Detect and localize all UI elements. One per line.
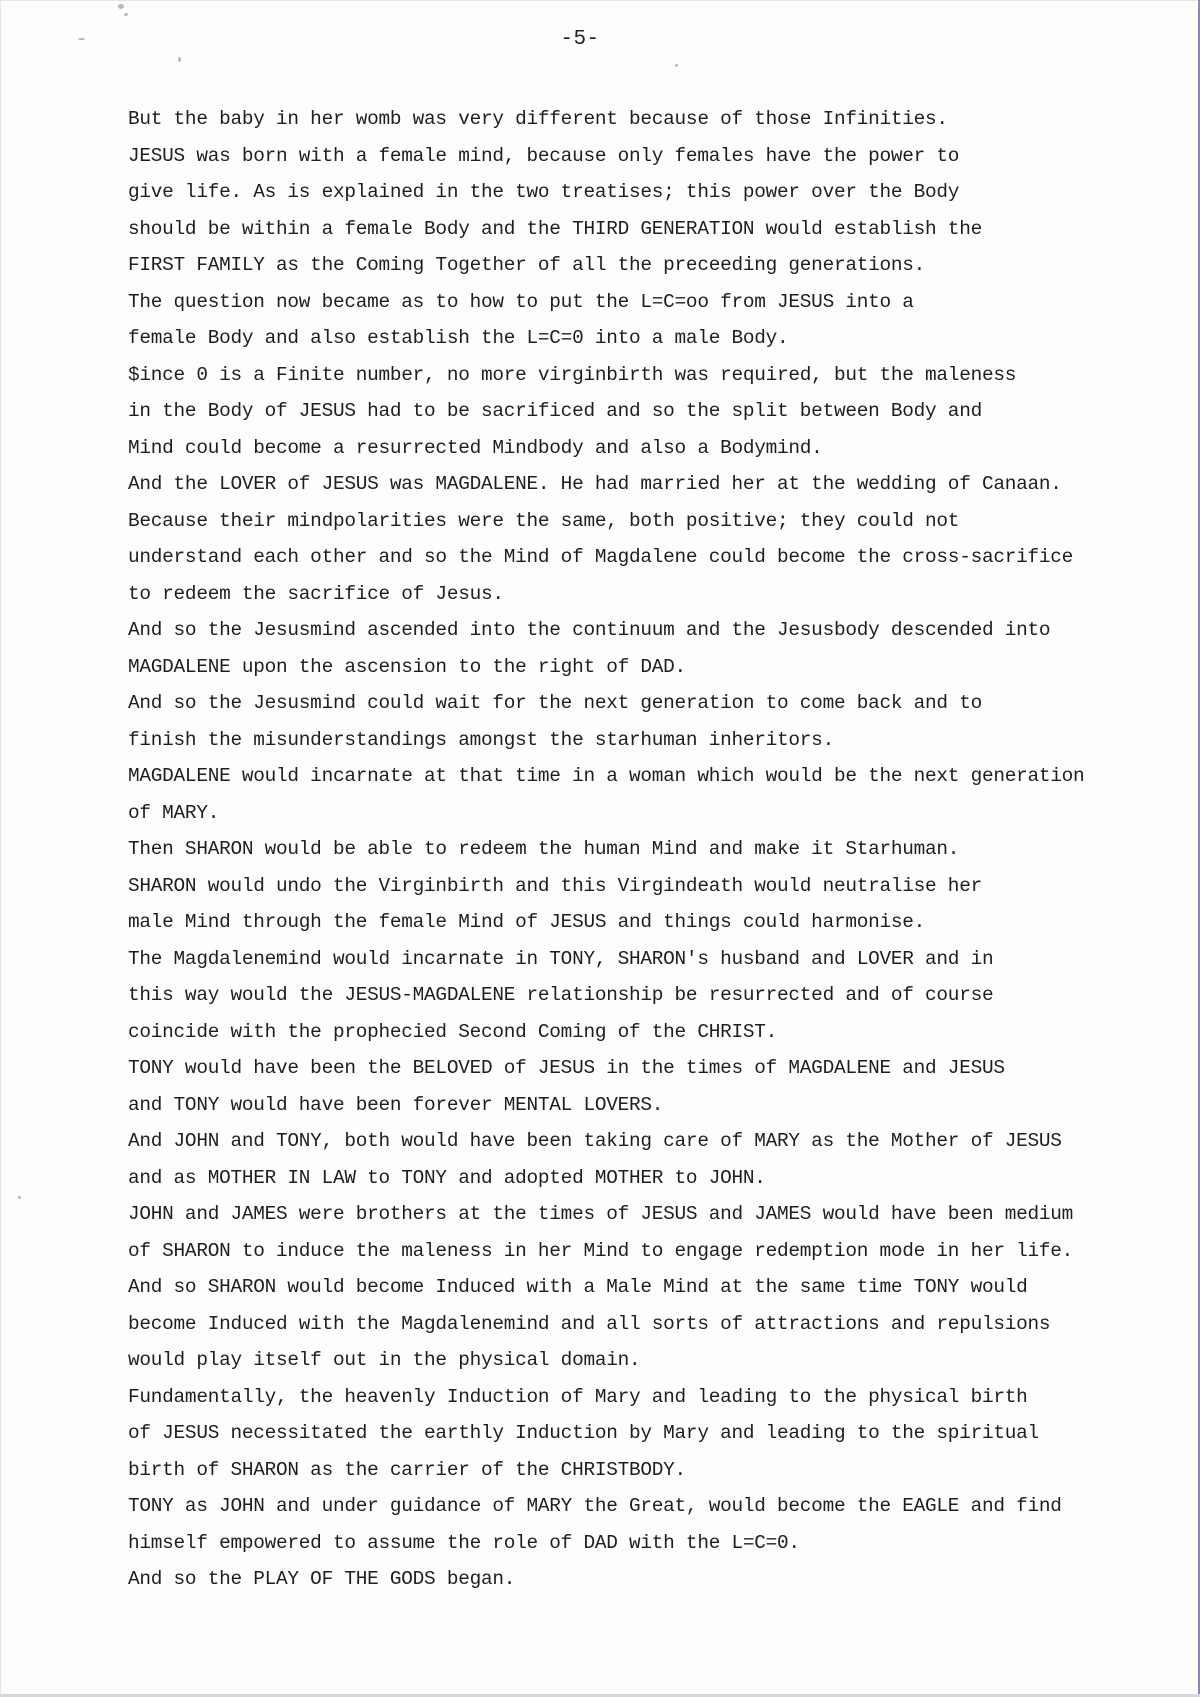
text-line: and as MOTHER IN LAW to TONY and adopted MOTHER to JOHN. (128, 1166, 766, 1189)
scan-speck (118, 4, 124, 9)
text-line: become Induced with the Magdalenemind and all sorts of attractions and repulsions (128, 1312, 1051, 1335)
text-line: And so the Jesusmind ascended into the continuum and the Jesusbody descended into (128, 619, 1051, 641)
text-line: Because their mindpolarities were the same, both positive; they could not (128, 509, 960, 532)
scan-speck (675, 64, 678, 67)
text-line: TONY as JOHN and under guidance of MARY the Great, would become the EAGLE and find (128, 1495, 1062, 1517)
text-line: finish the misunderstandings amongst the starhuman inheritors. (128, 728, 834, 751)
text-line: MAGDALENE upon the ascension to the right of DAD. (128, 655, 686, 678)
text-line: And the LOVER of JESUS was MAGDALENE. He had married her at the wedding of Canaan. (128, 473, 1062, 495)
text-line: Then SHARON would be able to redeem the human Mind and make it Starhuman. (128, 838, 960, 860)
text-line: SHARON would undo the Virginbirth and this Virgindeath would neutralise her (128, 874, 982, 897)
text-line: TONY would have been the BELOVED of JESUS in the times of MAGDALENE and JESUS (128, 1057, 1005, 1079)
text-line: FIRST FAMILY as the Coming Together of all the preceeding generations. (128, 254, 926, 276)
text-line: $ince 0 is a Finite number, no more virginbirth was required, but the maleness (128, 363, 1017, 386)
text-line: male Mind through the female Mind of JESUS and things could harmonise. (128, 911, 926, 933)
text-line: of SHARON to induce the maleness in her Mind to engage redemption mode in her life. (128, 1239, 1074, 1262)
text-line: And JOHN and TONY, both would have been taking care of MARY as the Mother of JESUS (128, 1130, 1062, 1152)
text-line: to redeem the sacrifice of Jesus. (128, 582, 504, 605)
text-line: But the baby in her womb was very different because of those Infinities. (128, 108, 948, 130)
text-line: in the Body of JESUS had to be sacrificed and so the split between Body and (128, 400, 982, 422)
text-line: The question now became as to how to put the L=C=oo from JESUS into a (128, 290, 914, 313)
text-line: of JESUS necessitated the earthly Induction by Mary and leading to the spiritual (128, 1422, 1039, 1444)
text-line: of MARY. (128, 801, 220, 824)
text-line: And so SHARON would become Induced with a Male Mind at the same time TONY would (128, 1276, 1028, 1298)
text-line: And so the PLAY OF THE GODS began. (128, 1568, 516, 1590)
text-line: Fundamentally, the heavenly Induction of Mary and leading to the physical birth (128, 1385, 1028, 1408)
text-line: birth of SHARON as the carrier of the CHRISTBODY. (128, 1458, 686, 1481)
scan-speck (178, 57, 181, 62)
text-line: give life. As is explained in the two treatises; this power over the Body (128, 181, 960, 203)
text-line: would play itself out in the physical domain. (128, 1349, 641, 1371)
text-line: Mind could become a resurrected Mindbody and also a Bodymind. (128, 436, 823, 459)
text-line: MAGDALENE would incarnate at that time in a woman which would be the next generation (128, 765, 1085, 787)
document-body (128, 101, 1178, 1598)
text-line: himself empowered to assume the role of DAD with the L=C=0. (128, 1531, 800, 1554)
page-number: -5- (560, 28, 600, 51)
text-line: this way would the JESUS-MAGDALENE relationship be resurrected and of course (128, 984, 994, 1006)
text-line: And so the Jesusmind could wait for the next generation to come back and to (128, 692, 982, 714)
text-line: female Body and also establish the L=C=0 into a male Body. (128, 327, 789, 349)
text-line: JESUS was born with a female mind, because only females have the power to (128, 144, 960, 167)
scan-speck (124, 13, 128, 16)
text-line: understand each other and so the Mind of Magdalene could become the cross-sacrifice (128, 546, 1074, 568)
text-line: The Magdalenemind would incarnate in TONY, SHARON's husband and LOVER and in (128, 947, 994, 970)
text-line: and TONY would have been forever MENTAL LOVERS. (128, 1093, 664, 1116)
text-line: should be within a female Body and the THIRD GENERATION would establish the (128, 217, 982, 240)
text-line: coincide with the prophecied Second Coming of the CHRIST. (128, 1020, 778, 1043)
scan-speck (18, 1196, 21, 1199)
text-line: JOHN and JAMES were brothers at the times of JESUS and JAMES would have been medium (128, 1203, 1074, 1225)
